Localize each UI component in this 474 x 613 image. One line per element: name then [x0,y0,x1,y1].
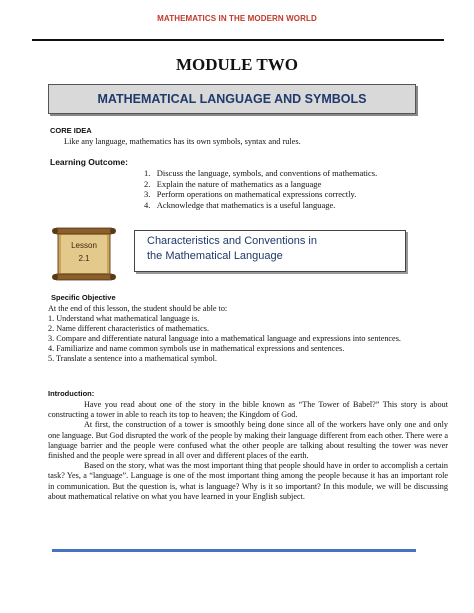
introduction-paragraph: Have you read about one of the story in the bible known as “The Tower of Babel?” This story is about constructing a tower in able to reach its top to heaven; the Kingdom of God. [48,400,448,420]
specific-objective-list [48,314,448,364]
list-item: 4. Familiarize and name common symbols use in mathematical expressions and sentences. [48,344,345,354]
lesson-scroll-label: Lesson [71,241,97,250]
learning-outcome-heading: Learning Outcome: [50,157,128,167]
introduction-paragraph: At first, the construction of a tower is smoothly being done since all of the workers have only one and only one language. But God disrupted the work of the people by making their language different from each other. There were a language barrier and the people were confused what the other people are talking about resulting the tower was never finished and the people were spread in all over and different places of the earth. [48,420,448,461]
list-item: 1. Discuss the language, symbols, and conventions of mathematics. [144,168,378,178]
list-item: 2. Name different characteristics of mathematics. [48,324,210,334]
list-item: 3. Compare and differentiate natural language into a mathematical language and expressions into sentences. [48,334,401,344]
module-banner-title: MATHEMATICAL LANGUAGE AND SYMBOLS [97,92,367,106]
list-item: 2. Explain the nature of mathematics as a language [144,178,322,189]
introduction-paragraph: Based on the story, what was the most important thing that people should have in order to accomplish a certain task? Yes, a “language”. Language is one of the most important thing among the people because it has an important role in communication. But the question is, what is language? Why is it so important? In this module, we will be discussing about mathematical relative on what you have learned in your English subject. [48,461,448,501]
list-item: 1. Understand what mathematical language is. [48,314,200,323]
header-divider [32,39,444,41]
lesson-title-box [134,230,406,272]
specific-objective-heading: Specific Objective [51,293,116,302]
introduction-body [48,400,448,502]
lesson-title-line: Characteristics and Conventions in [147,235,317,247]
module-banner [48,84,416,114]
module-title: MODULE TWO [175,55,298,74]
footer-divider [52,549,416,552]
list-item: 3. Perform operations on mathematical expressions correctly. [144,189,357,200]
introduction-heading: Introduction: [48,389,95,398]
lesson-title-line: the Mathematical Language [147,250,283,262]
core-idea-heading: CORE IDEA [50,126,92,135]
lesson-scroll-number: 2.1 [78,254,90,263]
list-item: 5. Translate a sentence into a mathematical symbol. [48,354,217,364]
core-idea-text: Like any language, mathematics has its own symbols, syntax and rules. [64,137,301,146]
running-head: MATHEMATICS IN THE MODERN WORLD [157,14,317,23]
learning-outcome-list [144,168,377,210]
specific-objective-intro: At the end of this lesson, the student should be able to: [48,304,228,313]
list-item: 4. Acknowledge that mathematics is a useful language. [144,199,336,210]
